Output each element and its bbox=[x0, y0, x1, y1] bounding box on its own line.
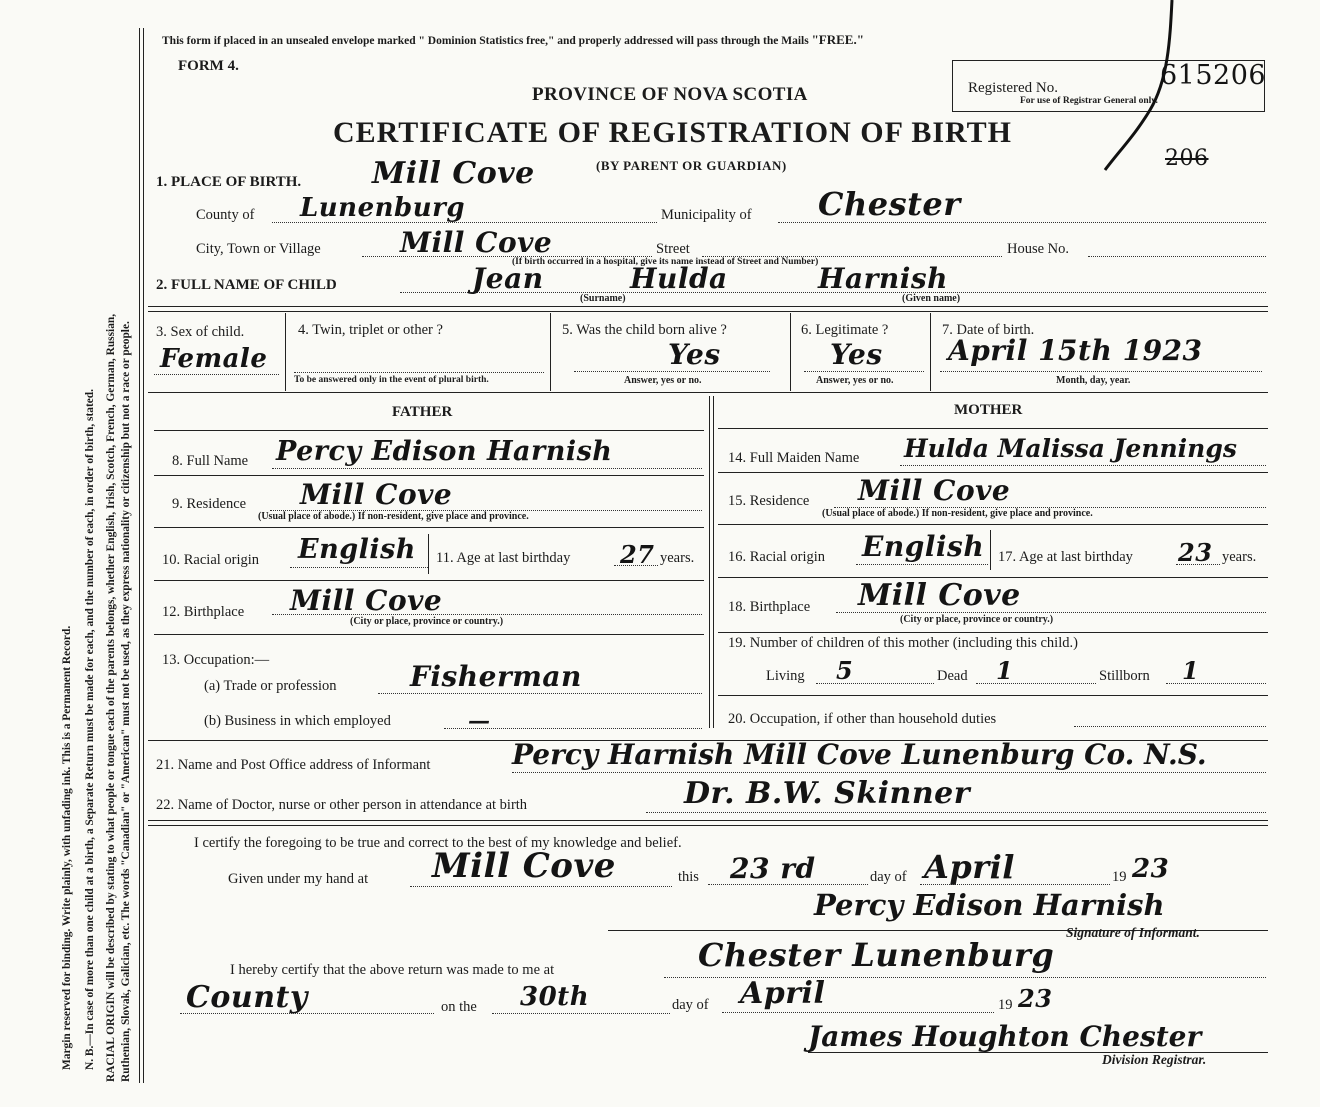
on-the-label: on the bbox=[441, 999, 477, 1015]
twin-label: 4. Twin, triplet or other ? bbox=[298, 322, 443, 338]
mother-occupation-label: 20. Occupation, if other than household duties bbox=[728, 711, 997, 727]
dob-value: April 15th 1923 bbox=[948, 334, 1203, 367]
parent-divider-2 bbox=[713, 396, 714, 728]
place-of-birth-label: 1. PLACE OF BIRTH. bbox=[156, 174, 302, 190]
given-name-note: (Given name) bbox=[902, 293, 961, 304]
reg-year-value: 23 bbox=[1018, 984, 1053, 1013]
mother-age-label: 17. Age at last birthday bbox=[998, 549, 1133, 565]
left-border-rule-inner bbox=[143, 28, 144, 1083]
dead-line bbox=[976, 683, 1096, 684]
mother-birthplace-note: (City or place, province or country.) bbox=[900, 614, 1054, 625]
margin-note-racial-origin-2: Ruthenian, Slovak, Galician, etc. The words "Canadian" or "American" must not be used, as they express nationality or citizenship but not a race or people. bbox=[120, 321, 132, 1082]
father-trade-label: (a) Trade or profession bbox=[204, 678, 337, 694]
sex-value: Female bbox=[160, 344, 268, 374]
doctor-label: 22. Name of Doctor, nurse or other person in attendance at birth bbox=[156, 797, 528, 813]
alive-line bbox=[574, 371, 770, 372]
dob-note: Month, day, year. bbox=[1056, 375, 1131, 386]
mother-birthplace-value: Mill Cove bbox=[858, 578, 1021, 613]
postal-note bbox=[162, 32, 864, 48]
registrar-note: For use of Registrar General only. bbox=[1020, 96, 1158, 106]
legitimate-value: Yes bbox=[830, 338, 883, 371]
municipality-value: Chester bbox=[818, 185, 961, 223]
mother-years-label: years. bbox=[1222, 549, 1257, 565]
box-divider-4 bbox=[930, 313, 931, 391]
parent-divider-1 bbox=[709, 396, 710, 728]
side-number: 206 bbox=[1165, 146, 1209, 171]
mother-rule-2 bbox=[718, 472, 1268, 473]
mother-rule-5 bbox=[718, 632, 1268, 633]
certificate-subtitle: (BY PARENT OR GUARDIAN) bbox=[596, 158, 787, 173]
given-place-line bbox=[410, 886, 672, 887]
alive-label: 5. Was the child born alive ? bbox=[562, 322, 727, 338]
margin-note-multiple-birth: N. B.—In case of more than one child at a birth, a Separate Return must be made for each, and the number of each, in order of birth, stated. bbox=[84, 389, 96, 1070]
dead-value: 1 bbox=[996, 656, 1014, 685]
father-rule-4 bbox=[154, 580, 704, 581]
year-prefix: 19 bbox=[1112, 869, 1127, 885]
registrar-label: Division Registrar. bbox=[1102, 1052, 1207, 1067]
mother-racial-divider bbox=[990, 530, 991, 570]
registrar-place-value: Chester Lunenburg bbox=[698, 936, 1055, 974]
doctor-line bbox=[646, 812, 1266, 813]
child-name-label: 2. FULL NAME OF CHILD bbox=[156, 277, 337, 293]
reg-day-value: 30th bbox=[520, 982, 590, 1012]
surname-note: (Surname) bbox=[580, 293, 626, 304]
given-label: Given under my hand at bbox=[228, 871, 369, 887]
father-years-label: years. bbox=[660, 550, 695, 566]
house-line bbox=[1088, 256, 1266, 257]
reg-day-line bbox=[492, 1013, 670, 1014]
father-heading: FATHER bbox=[392, 404, 453, 420]
child-given-value: Harnish bbox=[818, 262, 948, 295]
father-business-label: (b) Business in which employed bbox=[204, 713, 391, 729]
father-name-line bbox=[272, 468, 702, 469]
rule-above-certify-2 bbox=[148, 825, 1268, 826]
father-trade-value: Fisherman bbox=[410, 660, 582, 693]
doctor-value: Dr. B.W. Skinner bbox=[684, 776, 971, 811]
father-birthplace-value: Mill Cove bbox=[290, 584, 443, 617]
day-value: 23 rd bbox=[730, 852, 816, 885]
informant-label: 21. Name and Post Office address of Informant bbox=[156, 757, 431, 773]
left-border-rule bbox=[139, 28, 140, 1083]
legitimate-line bbox=[804, 371, 924, 372]
father-name-label: 8. Full Name bbox=[172, 453, 249, 469]
mother-rule-6 bbox=[718, 695, 1268, 696]
stillborn-label: Stillborn bbox=[1099, 668, 1150, 684]
province-heading: PROVINCE OF NOVA SCOTIA bbox=[532, 84, 808, 105]
father-rule-3 bbox=[154, 527, 704, 528]
living-value: 5 bbox=[836, 656, 854, 685]
county-label: County of bbox=[196, 207, 255, 223]
box-divider-3 bbox=[790, 313, 791, 391]
this-label: this bbox=[678, 869, 699, 885]
mother-name-line bbox=[900, 465, 1266, 466]
month-value: April bbox=[924, 848, 1015, 886]
father-racial-value: English bbox=[298, 534, 416, 565]
city-value: Mill Cove bbox=[400, 226, 553, 259]
stillborn-line bbox=[1166, 683, 1266, 684]
informant-line bbox=[512, 772, 1266, 773]
postal-note-text: This form if placed in an unsealed envelope marked " Dominion Statistics free," and properly addressed will pass through the Mails bbox=[162, 35, 809, 47]
registrar-county-line bbox=[180, 1013, 434, 1014]
mother-age-value: 23 bbox=[1178, 538, 1213, 567]
registered-label: Registered No. bbox=[968, 80, 1058, 96]
place-of-birth-value: Mill Cove bbox=[372, 156, 535, 191]
year-value: 23 bbox=[1132, 854, 1170, 884]
street-label: Street bbox=[656, 241, 690, 257]
margin-note-binding: Margin reserved for binding. Write plainly, with unfading ink. This is a Permanent Record. bbox=[61, 625, 73, 1070]
informant-value: Percy Harnish Mill Cove Lunenburg Co. N.S. bbox=[512, 738, 1207, 771]
sex-label: 3. Sex of child. bbox=[156, 324, 245, 340]
mother-racial-label: 16. Racial origin bbox=[728, 549, 826, 565]
alive-value: Yes bbox=[668, 338, 721, 371]
signature-label: Signature of Informant. bbox=[1066, 925, 1200, 940]
rule-top-boxes-1 bbox=[148, 306, 1268, 307]
mother-residence-value: Mill Cove bbox=[858, 474, 1011, 507]
certificate-title: CERTIFICATE OF REGISTRATION OF BIRTH bbox=[333, 116, 1012, 149]
father-age-value: 27 bbox=[620, 540, 655, 569]
mother-residence-label: 15. Residence bbox=[728, 493, 810, 509]
box-divider-1 bbox=[285, 313, 286, 391]
mother-racial-line bbox=[856, 564, 988, 565]
twin-note: To be answered only in the event of plural birth. bbox=[294, 375, 489, 385]
father-residence-note: (Usual place of abode.) If non-resident, give place and province. bbox=[258, 511, 529, 522]
house-label: House No. bbox=[1007, 241, 1070, 257]
father-age-label: 11. Age at last birthday bbox=[436, 550, 571, 566]
registered-number: 615206 bbox=[1160, 60, 1267, 91]
day-of-label: day of bbox=[870, 869, 907, 885]
living-line bbox=[816, 683, 934, 684]
mother-name-label: 14. Full Maiden Name bbox=[728, 450, 860, 466]
form-number: FORM 4. bbox=[178, 58, 239, 74]
dob-label: 7. Date of birth. bbox=[942, 322, 1035, 338]
mother-rule-3 bbox=[718, 524, 1268, 525]
registrar-statement: I hereby certify that the above return was made to me at bbox=[230, 962, 555, 978]
father-business-value: — bbox=[468, 708, 491, 734]
mother-rule-1 bbox=[718, 428, 1268, 429]
father-occupation-label: 13. Occupation:— bbox=[162, 652, 270, 668]
stillborn-value: 1 bbox=[1182, 656, 1200, 685]
municipality-label: Municipality of bbox=[661, 207, 752, 223]
rule-top-boxes-2 bbox=[148, 311, 1268, 312]
dob-line bbox=[940, 371, 1262, 372]
mother-birthplace-label: 18. Birthplace bbox=[728, 599, 811, 615]
father-birthplace-label: 12. Birthplace bbox=[162, 604, 245, 620]
legitimate-note: Answer, yes or no. bbox=[816, 375, 894, 386]
given-place-value: Mill Cove bbox=[432, 846, 616, 886]
postal-free: "FREE." bbox=[811, 32, 864, 47]
pen-stroke-path bbox=[1105, 0, 1172, 170]
registrar-county-value: County bbox=[186, 980, 308, 1015]
living-label: Living bbox=[766, 668, 805, 684]
father-racial-line bbox=[290, 567, 428, 568]
father-trade-line bbox=[378, 693, 702, 694]
pen-stroke bbox=[1080, 0, 1190, 180]
father-rule-5 bbox=[154, 634, 704, 635]
father-rule-1 bbox=[154, 430, 704, 431]
alive-note: Answer, yes or no. bbox=[624, 375, 702, 386]
mother-heading: MOTHER bbox=[954, 402, 1023, 418]
father-name-value: Percy Edison Harnish bbox=[276, 436, 613, 467]
father-racial-divider bbox=[428, 534, 429, 574]
father-birthplace-note: (City or place, province or country.) bbox=[350, 616, 504, 627]
father-residence-label: 9. Residence bbox=[172, 496, 247, 512]
child-surname-value: Jean bbox=[472, 262, 544, 295]
rule-bottom-boxes bbox=[148, 392, 1268, 393]
rule-above-certify-1 bbox=[148, 820, 1268, 821]
mother-racial-value: English bbox=[862, 530, 985, 563]
mother-children-label: 19. Number of children of this mother (including this child.) bbox=[728, 635, 1078, 651]
child-middle-value: Hulda bbox=[630, 262, 728, 295]
reg-day-of-label: day of bbox=[672, 997, 709, 1013]
father-racial-label: 10. Racial origin bbox=[162, 552, 260, 568]
legitimate-label: 6. Legitimate ? bbox=[801, 322, 889, 338]
county-value: Lunenburg bbox=[300, 193, 465, 223]
hospital-note: (If birth occurred in a hospital, give its name instead of Street and Number) bbox=[512, 257, 819, 267]
dead-label: Dead bbox=[937, 668, 968, 684]
sex-line bbox=[154, 374, 279, 375]
informant-signature: Percy Edison Harnish bbox=[814, 888, 1165, 922]
mother-residence-note: (Usual place of abode.) If non-resident, give place and province. bbox=[822, 508, 1093, 519]
mother-occupation-line bbox=[1074, 726, 1266, 727]
registrar-signature: James Houghton Chester bbox=[808, 1020, 1202, 1053]
margin-note-racial-origin-1: RACIAL ORIGIN will be described by stating to what people or tongue each of the parents belongs, whether English, Irish, Scotch, French, German, Russian, bbox=[105, 313, 117, 1082]
twin-line bbox=[294, 372, 544, 373]
city-label: City, Town or Village bbox=[196, 241, 321, 257]
father-residence-value: Mill Cove bbox=[300, 478, 453, 511]
reg-month-value: April bbox=[740, 976, 826, 1011]
reg-year-prefix: 19 bbox=[998, 997, 1013, 1013]
box-divider-2 bbox=[550, 313, 551, 391]
father-rule-2 bbox=[154, 475, 704, 476]
reg-month-line bbox=[722, 1012, 994, 1013]
certify-statement: I certify the foregoing to be true and correct to the best of my knowledge and belief. bbox=[194, 835, 682, 851]
mother-name-value: Hulda Malissa Jennings bbox=[904, 434, 1237, 463]
